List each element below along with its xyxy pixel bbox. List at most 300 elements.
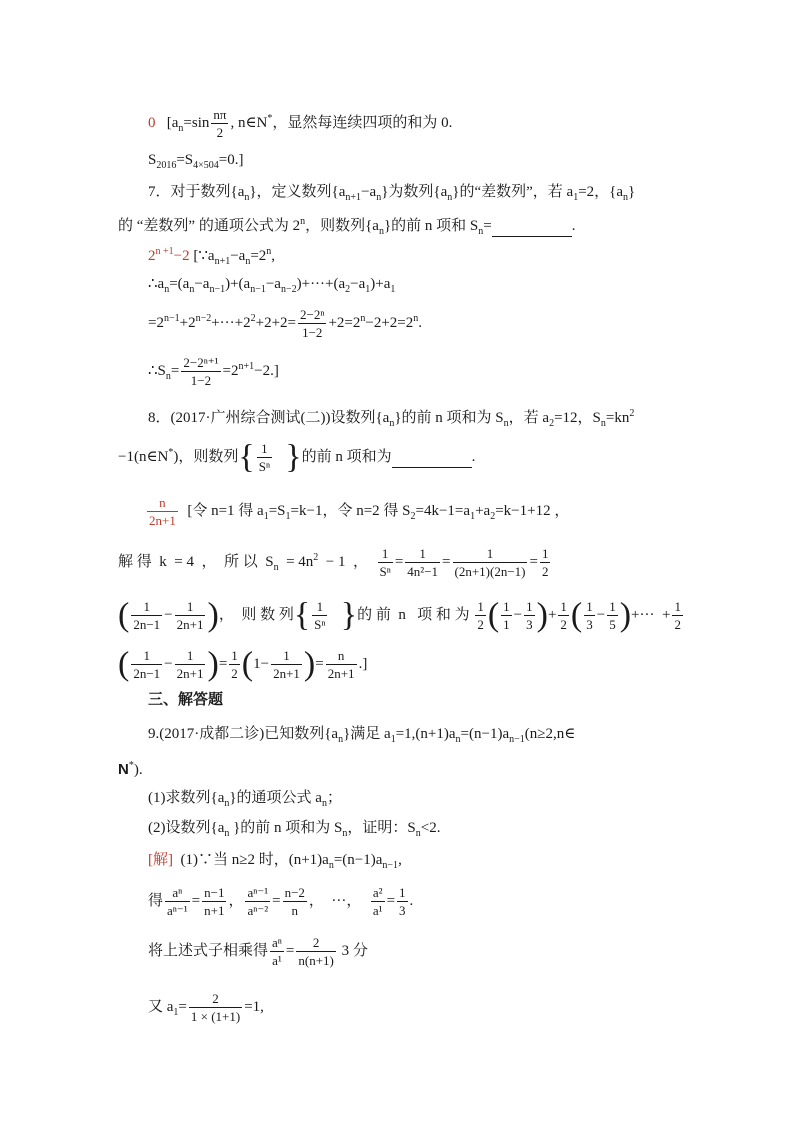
- fraction-numerator: 1: [453, 545, 528, 563]
- bracket: (: [570, 596, 583, 634]
- fraction-denominator: (2n+1)(2n−1): [454, 564, 526, 579]
- text-run: .]: [358, 655, 368, 672]
- bracket: }: [285, 438, 302, 476]
- subscript: n: [328, 860, 334, 871]
- fraction-numerator: 1: [526, 599, 533, 614]
- fraction-denominator: Sⁿ: [379, 564, 391, 579]
- text-run: 0: [148, 114, 156, 131]
- text-run: +···+2: [211, 314, 251, 331]
- subscript: 1: [285, 510, 291, 522]
- fraction-denominator: 1−2: [302, 325, 323, 340]
- answer-7-line-4: [148, 354, 279, 389]
- text-run: =2: [222, 362, 239, 379]
- subscript: 1: [390, 734, 396, 745]
- superscript: 2: [313, 551, 319, 563]
- fraction-numerator: a²: [372, 885, 383, 900]
- text-run: =: [285, 942, 295, 959]
- fraction-numerator: 2−2ⁿ⁺¹: [183, 355, 219, 370]
- fraction: [453, 545, 528, 580]
- answer-blank: [492, 216, 572, 237]
- text-run: =: [170, 362, 180, 379]
- superscript: n−1: [163, 312, 180, 324]
- section-heading: [148, 690, 223, 710]
- fraction-numerator: 2−2ⁿ: [300, 307, 325, 322]
- text-run: )，则数列: [173, 448, 239, 465]
- subscript: n−1: [250, 284, 266, 295]
- text-run: −: [164, 606, 173, 623]
- subscript: n+1: [345, 192, 362, 203]
- problem-9-line-2: [118, 756, 143, 780]
- fraction-denominator: 2n−1: [133, 666, 161, 681]
- text-run: }的“差数列”，若 a: [452, 184, 574, 200]
- subscript: n: [503, 418, 509, 429]
- fraction-numerator: 1: [312, 598, 327, 616]
- subscript: n: [600, 418, 606, 429]
- text-run: =2: [148, 314, 164, 331]
- superscript: *: [267, 112, 273, 124]
- fraction: [271, 647, 302, 682]
- text-run: −1(n∈N: [118, 448, 169, 465]
- fraction: [131, 647, 162, 682]
- superscript: n: [300, 216, 306, 227]
- fraction: [524, 598, 535, 633]
- text-run: =: [191, 892, 201, 909]
- fraction-numerator: 1: [271, 647, 302, 665]
- superscript: n−2: [195, 312, 212, 324]
- answer-8-line-2: [118, 545, 552, 580]
- text-run: ，则数列{a: [305, 218, 379, 234]
- subscript: n: [378, 226, 384, 237]
- fraction-denominator: 2: [560, 617, 567, 632]
- subscript: n: [224, 798, 230, 809]
- text-run: =1,: [244, 998, 264, 1015]
- text-run: }: [628, 184, 636, 200]
- bracket: (: [487, 596, 500, 634]
- fraction-numerator: n−1: [204, 885, 225, 900]
- text-run: =2: [250, 248, 267, 264]
- text-run: ,: [398, 852, 402, 868]
- fraction-denominator: n(n+1): [298, 953, 334, 968]
- fraction-numerator: 1: [541, 546, 549, 561]
- fraction-denominator: 2: [674, 617, 681, 632]
- text-run: S: [148, 152, 157, 168]
- text-run: −a: [194, 276, 210, 292]
- superscript: *: [128, 760, 134, 771]
- subscript: n: [224, 828, 230, 839]
- text-run: =: [529, 553, 538, 570]
- answer-line-6: [148, 106, 452, 141]
- text-run: (2)设数列{a: [148, 820, 225, 836]
- text-run: −2.]: [254, 362, 279, 379]
- fraction-numerator: 1: [175, 598, 206, 616]
- fraction-numerator: n−2: [284, 885, 305, 900]
- fraction: [501, 598, 512, 633]
- text-run: −2: [173, 248, 190, 264]
- fraction-numerator: nπ: [213, 107, 227, 122]
- fraction-denominator: Sⁿ: [314, 617, 326, 632]
- text-run: −2+2=2: [365, 314, 414, 331]
- fraction-numerator: 2: [296, 934, 336, 952]
- text-run: =(n−1)a: [460, 726, 510, 742]
- subscript: n+1: [214, 256, 231, 267]
- subscript: n−2: [280, 284, 297, 295]
- fraction: [558, 598, 569, 633]
- text-run: 9.(2017·成都二诊)已知数列{a: [148, 726, 339, 742]
- text-run: −: [164, 655, 173, 672]
- fraction-denominator: 5: [609, 617, 616, 632]
- text-run: +2+2=: [255, 314, 297, 331]
- answer-8-line-4: [118, 647, 367, 682]
- fraction-numerator: 1: [674, 599, 681, 614]
- solution-9-line-3: [148, 934, 368, 969]
- text-run: }的前 n 项和为 S: [229, 820, 343, 836]
- fraction-numerator: n: [147, 494, 178, 512]
- fraction: [181, 354, 220, 389]
- bracket: ): [536, 596, 548, 634]
- fraction-numerator: aⁿ: [165, 884, 190, 902]
- answer-blank: [392, 447, 472, 468]
- superscript: n: [360, 312, 366, 324]
- subscript: 1: [470, 510, 476, 522]
- answer-line-6-cont: [148, 150, 244, 176]
- text-run: =S: [268, 502, 286, 519]
- superscript: n+1: [238, 360, 255, 372]
- subscript: 4×504: [193, 160, 219, 171]
- text-run: 的 “差数列” 的通项公式为 2: [118, 218, 301, 234]
- superscript: n: [413, 312, 419, 324]
- text-run: ，显然每连续四项的和为 0.: [272, 114, 453, 131]
- text-run: −: [596, 606, 606, 623]
- subscript: n: [273, 561, 279, 573]
- subscript: n: [178, 122, 184, 134]
- fraction: [298, 306, 326, 341]
- text-run: .: [409, 892, 414, 909]
- text-run: 的 前 n 项 和 为: [357, 606, 474, 623]
- fraction-numerator: 1: [560, 599, 567, 614]
- text-run: +··· +: [631, 606, 671, 623]
- fraction-denominator: 2: [231, 666, 238, 681]
- fraction-numerator: 1: [405, 545, 440, 563]
- text-run: .: [571, 218, 576, 234]
- solution-9-line-2: [148, 884, 413, 919]
- subscript: n: [415, 828, 421, 839]
- fraction: [270, 934, 284, 969]
- answer-7-line-2: [148, 274, 395, 300]
- text-run: ，证明：S: [347, 820, 416, 836]
- text-run: −a: [361, 184, 377, 200]
- bracket: }: [340, 596, 358, 634]
- text-run: =2，{a: [578, 184, 624, 200]
- subscript: n: [478, 226, 484, 237]
- bracket: {: [293, 596, 311, 634]
- fraction: [296, 934, 336, 969]
- fraction: [147, 494, 178, 529]
- subscript: 1: [573, 192, 579, 203]
- text-run: 2: [148, 248, 156, 264]
- fraction-numerator: 1: [609, 599, 616, 614]
- text-run: 将上述式子相乘得: [148, 942, 269, 959]
- subscript: n: [244, 192, 250, 203]
- superscript: n: [266, 246, 272, 257]
- fraction-denominator: 3: [526, 617, 533, 632]
- text-run: ,: [271, 248, 276, 264]
- fraction-denominator: 1 × (1+1): [190, 1009, 241, 1024]
- text-run: [329, 607, 340, 623]
- text-run: 又 a: [148, 998, 174, 1015]
- bracket: (: [118, 596, 130, 634]
- fraction: [607, 598, 618, 633]
- fraction: [540, 545, 551, 580]
- text-run: }满足 a: [343, 726, 391, 742]
- fraction: [475, 598, 486, 633]
- subscript: n: [338, 734, 344, 745]
- subscript: n: [165, 370, 171, 382]
- superscript: 2: [250, 312, 256, 324]
- text-run: 1−: [253, 655, 270, 672]
- fraction: [672, 598, 683, 633]
- text-run: =kn: [605, 410, 630, 426]
- subscript: 2: [345, 284, 351, 295]
- fraction: [378, 545, 393, 580]
- answer-8-line-3: [118, 598, 685, 633]
- fraction: [371, 884, 385, 919]
- text-run: ， 则 数 列: [218, 606, 294, 623]
- bracket: {: [238, 438, 255, 476]
- text-run: }的通项公式 a: [229, 790, 322, 806]
- fraction-denominator: aⁿ⁻²: [247, 903, 269, 918]
- text-run: )+a: [370, 276, 391, 292]
- fraction: [131, 598, 162, 633]
- text-run: +2: [179, 314, 196, 331]
- answer-7-line-1: [148, 242, 275, 272]
- fraction: [312, 598, 327, 633]
- fraction: [584, 598, 595, 633]
- text-run: .: [418, 314, 423, 331]
- fraction-denominator: Sⁿ: [258, 459, 271, 474]
- subscript: n−1: [382, 860, 399, 871]
- fraction: [326, 647, 357, 682]
- fraction-denominator: 2: [541, 564, 549, 579]
- subscript: n: [389, 418, 395, 429]
- subscript: 2: [490, 510, 496, 522]
- subscript: 2: [549, 418, 555, 429]
- problem-9-part-2: [148, 818, 440, 844]
- text-run: +a: [475, 502, 491, 519]
- fraction-denominator: n+1: [204, 903, 225, 918]
- fraction-denominator: 1−2: [190, 373, 212, 388]
- fraction: [397, 884, 408, 919]
- fraction: [245, 884, 270, 919]
- solution-9-line-4: [148, 990, 264, 1025]
- fraction-denominator: 2n+1: [149, 513, 176, 528]
- text-run: =k−1，令 n=2 得 S: [290, 502, 411, 519]
- subscript: 1: [390, 284, 396, 295]
- text-run: [令 n=1 得 a: [179, 502, 264, 519]
- text-run: ，若 a: [508, 410, 550, 426]
- text-run: =: [442, 553, 451, 570]
- text-run: =4k−1=a: [415, 502, 471, 519]
- fraction-numerator: 1: [131, 647, 162, 665]
- fraction: [175, 647, 206, 682]
- text-run: =sin: [183, 114, 210, 131]
- fraction-numerator: 1: [131, 598, 162, 616]
- text-run: =(n−1)a: [333, 852, 383, 868]
- text-run: =12，S: [554, 410, 601, 426]
- subscript: 2: [410, 510, 416, 522]
- fraction-denominator: 2n−1: [133, 617, 161, 632]
- text-run: +: [547, 606, 557, 623]
- superscript: 2: [629, 408, 635, 419]
- subscript: n: [321, 798, 327, 809]
- subscript: n: [623, 192, 629, 203]
- fraction-denominator: 3: [586, 617, 593, 632]
- text-run: }的前 n 项和为 S: [394, 410, 504, 426]
- fraction-numerator: 1: [378, 545, 393, 563]
- text-run: ∴a: [148, 276, 165, 292]
- fraction-denominator: 2n+1: [327, 666, 355, 681]
- text-run: =: [483, 218, 492, 234]
- text-run: }为数列{a: [381, 184, 448, 200]
- text-run: =: [315, 655, 324, 672]
- text-run: ∴S: [148, 362, 166, 379]
- fraction-denominator: 2: [477, 617, 484, 632]
- fraction: [405, 545, 440, 580]
- fraction-denominator: a¹: [372, 903, 383, 918]
- superscript: n +1: [155, 246, 174, 257]
- problem-7-line-1: [148, 182, 635, 208]
- fraction-numerator: 1: [231, 648, 238, 663]
- text-run: =k−1+12 ，: [495, 502, 570, 519]
- fraction: [229, 647, 240, 682]
- text-run: <2.: [420, 820, 441, 836]
- text-run: − 1 ，: [318, 553, 376, 570]
- bracket: ): [207, 596, 219, 634]
- text-run: =: [386, 892, 396, 909]
- text-run: [274, 449, 285, 465]
- text-run: ；: [326, 790, 342, 806]
- fraction: [165, 884, 190, 919]
- fraction: [175, 598, 206, 633]
- fraction-numerator: 1: [175, 647, 206, 665]
- fraction-numerator: 1: [586, 599, 593, 614]
- problem-8-line-1: [148, 404, 634, 434]
- text-run: ， ···，: [308, 892, 369, 909]
- text-run: −: [513, 606, 523, 623]
- problem-8-line-2: [118, 440, 475, 475]
- subscript: 2016: [156, 160, 177, 171]
- text-run: 解 得 k = 4 ， 所 以 S: [118, 553, 274, 570]
- text-run: [解]: [148, 852, 173, 868]
- superscript: *: [168, 446, 174, 458]
- subscript: n: [189, 284, 195, 295]
- fraction-denominator: a¹: [272, 953, 282, 968]
- fraction-denominator: aⁿ⁻¹: [167, 903, 188, 918]
- subscript: n: [455, 734, 461, 745]
- problem-9-part-1: [148, 788, 342, 814]
- text-run: .: [471, 448, 476, 465]
- text-run: }的前 n 项和 S: [383, 218, 479, 234]
- heading-text: 三、解答题: [148, 691, 224, 708]
- text-run: (1)求数列{a: [148, 790, 225, 806]
- text-run: )+(a: [225, 276, 251, 292]
- text-run: 7．对于数列{a: [148, 184, 245, 200]
- fraction: [189, 990, 242, 1025]
- bracket: (: [118, 645, 130, 683]
- fraction-numerator: n: [326, 647, 357, 665]
- fraction-numerator: 1: [257, 440, 272, 458]
- bracket: ): [303, 645, 316, 683]
- text-run: 3 分: [337, 942, 368, 959]
- text-run: =: [394, 553, 404, 570]
- text-run: =S: [176, 152, 194, 168]
- subscript: n−1: [209, 284, 226, 295]
- fraction-denominator: 2: [216, 125, 224, 140]
- text-run: =(a: [169, 276, 190, 292]
- fraction: [283, 884, 307, 919]
- subscript: 1: [263, 510, 269, 522]
- fraction-numerator: aⁿ: [272, 935, 282, 950]
- text-run: )+···+(a: [296, 276, 346, 292]
- text-run: −a: [265, 276, 281, 292]
- text-run: =: [178, 998, 187, 1015]
- bracket: ): [619, 596, 632, 634]
- bracket: (: [241, 645, 254, 683]
- text-run: −a: [230, 248, 246, 264]
- text-run: [∵a: [189, 248, 215, 264]
- fraction-numerator: 1: [399, 885, 406, 900]
- text-run: , n∈N: [230, 114, 268, 131]
- text-run: (1)∵当 n≥2 时，(n+1)a: [173, 852, 329, 868]
- problem-9-line-1: [148, 724, 575, 750]
- text-run: =1,(n+1)a: [395, 726, 456, 742]
- fraction: [202, 884, 226, 919]
- fraction-numerator: aⁿ⁻¹: [247, 885, 269, 900]
- subscript: 1: [365, 284, 371, 295]
- fraction-denominator: 2n+1: [176, 666, 204, 681]
- fraction: [257, 440, 272, 475]
- fraction-denominator: 4n²−1: [407, 564, 439, 579]
- text-run: (n≥2,n∈: [524, 726, 576, 742]
- text-run: 8．(2017·广州综合测试(二))设数列{a: [148, 410, 390, 426]
- text-run: }，定义数列{a: [249, 184, 346, 200]
- text-run: [a: [155, 114, 179, 131]
- fraction-numerator: 1: [477, 599, 484, 614]
- text-run: ，: [228, 892, 244, 909]
- subscript: n: [164, 284, 170, 295]
- subscript: 1: [173, 1006, 179, 1018]
- subscript: n: [447, 192, 453, 203]
- fraction: [211, 106, 228, 141]
- bracket: ): [207, 645, 219, 683]
- subscript: n: [245, 256, 251, 267]
- fraction-denominator: 2n+1: [273, 666, 300, 681]
- text-run: +2=2: [328, 314, 361, 331]
- text-run: = 4n: [278, 553, 314, 570]
- text-run: =: [272, 892, 281, 909]
- problem-7-line-2: [118, 212, 575, 242]
- subscript: n−1: [509, 734, 525, 745]
- heading-text: N: [118, 761, 129, 778]
- answer-7-line-3: [148, 306, 422, 341]
- text-run: ).: [133, 762, 143, 778]
- text-run: 的前 n 项和为: [301, 448, 392, 465]
- answer-8-line-1: [145, 494, 569, 529]
- text-run: =0.]: [218, 152, 244, 168]
- solution-9-line-1: [148, 850, 402, 876]
- text-run: 得: [148, 892, 164, 909]
- fraction-numerator: 1: [503, 599, 510, 614]
- fraction-denominator: n: [291, 903, 298, 918]
